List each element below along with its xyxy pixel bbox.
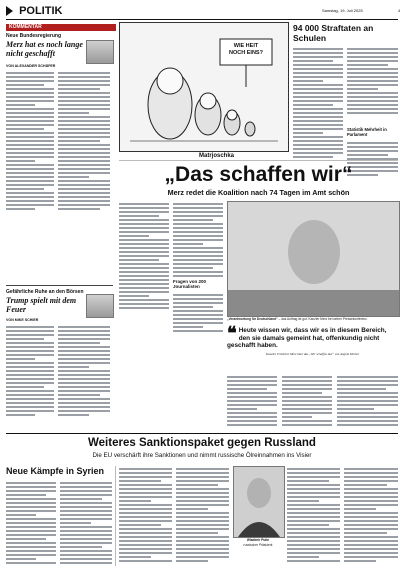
putin-caption: Wladimir Putin — [246, 538, 270, 542]
cartoon-caption: Matrjoschka — [199, 153, 235, 159]
sanctions-body-col4 — [344, 466, 398, 564]
sidebar-body-col2 — [347, 46, 398, 116]
syria-body-col2 — [60, 480, 112, 566]
photo-caption-bold: „Verantwortung für Deutschland“ — [227, 317, 278, 321]
quote-mark-icon: ❝ — [227, 323, 237, 343]
main-body-col3 — [227, 374, 277, 428]
sanctions-body-col2 — [176, 466, 229, 564]
merz-photo — [227, 201, 400, 317]
chevron-right-icon — [6, 6, 13, 16]
quote-author: Kanzler Friedrich Merz über das „Wir schaffen das“ von Angela Merkel — [266, 351, 359, 356]
syria-body-col1 — [6, 480, 56, 566]
sidebar-subhead: Statistik Mehrheit in Parlament — [347, 127, 387, 137]
main-subhead: Merz redet die Koalition nach 74 Tagen im Amt schön — [167, 188, 350, 197]
commentary-divider — [6, 285, 113, 286]
commentary-headline: Merz hat es noch lange nicht geschafft — [6, 40, 83, 58]
kommentar-bar: KOMMENTAR — [6, 24, 116, 31]
main-body-col4 — [282, 374, 332, 428]
quote-text: Heute wissen wir, dass wir es in diesem Bereich, den sie damals gemeint hat, offenkundig nicht geschafft haben. — [227, 327, 387, 350]
second-commentary-topic: Gefährliche Ruhe an den Börsen — [6, 289, 84, 295]
main-story-top-rule — [119, 160, 398, 161]
second-commentary-author-photo — [86, 294, 114, 318]
sanctions-body-col3 — [287, 466, 340, 564]
second-commentary-headline: Trump spielt mit dem Feuer — [6, 296, 77, 314]
sanctions-body-col1 — [119, 466, 172, 564]
main-body-col2 — [173, 201, 223, 279]
sidebar-body-col1 — [293, 46, 343, 160]
main-body-col2b — [173, 292, 223, 334]
pull-quote — [227, 323, 398, 356]
header-divider — [6, 19, 398, 20]
main-body-col1 — [119, 201, 169, 311]
commentary-author: VON ALEXANDER SCHÄFER — [6, 64, 56, 68]
second-commentary-body-col2 — [58, 324, 110, 418]
cartoon-sign — [222, 43, 270, 57]
section-header — [6, 5, 62, 17]
page-number: 4 — [398, 8, 401, 13]
main-headline: „Das schaffen wir“ — [164, 163, 353, 186]
issue-date: Samstag, 19. Juli 2025 — [322, 8, 363, 13]
section-title: POLITIK — [19, 5, 63, 17]
commentary-body-col2 — [58, 70, 110, 212]
main-body-col5 — [337, 374, 398, 428]
main-subhead2: Fragen von 200 Journalisten — [173, 279, 207, 290]
second-commentary-body-col1 — [6, 324, 54, 418]
putin-caption-2: russischer Präsident — [243, 543, 273, 547]
photo-caption-text: – das Auftrag ist gut. Kanzler Merz bei seiner Pressekonferenz. — [278, 317, 368, 321]
cartoon-sign-line2: NOCH EINS? — [229, 50, 263, 56]
putin-photo — [233, 466, 285, 538]
photo-caption — [227, 317, 398, 321]
cartoon-sign-line1: WIE HEIT — [233, 43, 259, 49]
person-figure — [228, 202, 399, 316]
cartoon-illustration — [119, 22, 289, 152]
commentary-author-photo — [86, 40, 114, 64]
bottom-subhead: Die EU verschärft ihre Sanktionen und nimmt russische Ölreinnahmen ins Visier — [92, 452, 312, 459]
commentary-body-col1 — [6, 70, 54, 212]
bottom-divider — [6, 433, 398, 434]
column-divider — [115, 466, 116, 566]
putin-figure — [234, 467, 284, 537]
sidebar-headline: 94 000 Straftaten an Schulen — [293, 23, 374, 43]
commentary-topic: Neue Bundesregierung — [6, 33, 62, 39]
second-commentary-author: VON MIKE SCHIER — [6, 318, 39, 322]
syria-headline: Neue Kämpfe in Syrien — [6, 466, 105, 476]
bottom-headline: Weiteres Sanktionspaket gegen Russland — [88, 437, 316, 449]
